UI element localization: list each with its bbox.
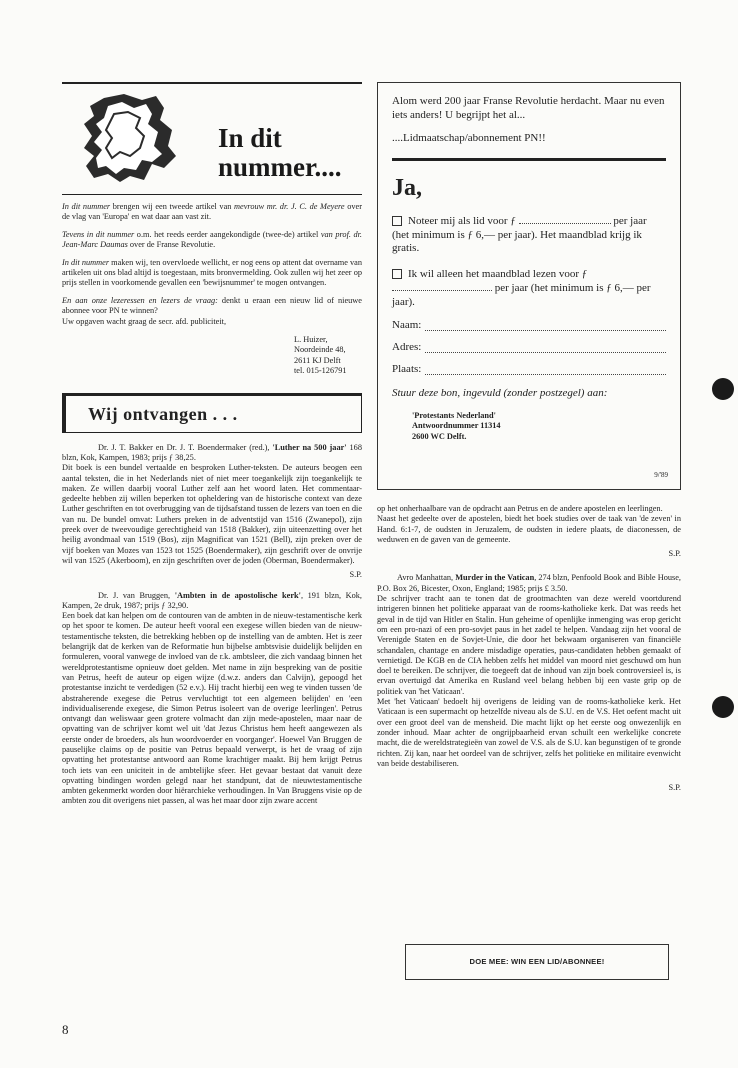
coupon-date-code: 9/'89: [654, 471, 668, 479]
magazine-amount-field[interactable]: [392, 281, 492, 291]
place-field-row: [392, 363, 666, 375]
coupon-option-magazine: [392, 268, 666, 310]
review-header: [62, 443, 362, 464]
coupon-rule: [392, 158, 666, 161]
review-signature: S.P.: [668, 783, 681, 793]
page-number: 8: [62, 1022, 69, 1037]
subscription-coupon: [377, 82, 681, 490]
review-header: [377, 573, 681, 594]
page-title: [218, 124, 342, 182]
review-vatican: [377, 573, 681, 793]
review-signature: S.P.: [668, 549, 681, 559]
option-member-label: Noteer mij als lid voor ƒ: [408, 215, 516, 227]
review-body: op het onherhaalbare van de opdracht aan Petrus en de andere apostelen en leerlingen.: [377, 504, 663, 513]
option-magazine-label: Ik wil alleen het maandblad lezen voor: [408, 267, 580, 280]
title-line-1: In dit: [218, 123, 282, 153]
address-line: Noordeinde 48,: [294, 345, 346, 355]
top-rule: [62, 82, 362, 84]
header-rule: [62, 194, 362, 195]
review-body: Met 'het Vaticaan' bedoelt hij overigens de leiding van de rooms-katholieke kerk. Het Vaticaan is een supermacht op hetzelfde niveau als de S.U. en de V.S. Het oefent macht uit over een groot deel van de mensheid. Die macht lijkt op het eerste oog onwezenlijk en zonder inhoud. Maar achter de ongrijpbaarheid ervan schuilt een werkelijke concrete macht, die de wereldstrategieën van zowel de V.S. als de S.U. kan begunstigen of te gronde richten. Zij kan, naar het oordeel van de schrijver, zelfs het politieke en militaire evenwicht van beide destabiliseren.: [377, 697, 681, 768]
received-title-box: [62, 393, 362, 433]
intro-p1-lead: In dit nummer: [62, 202, 111, 211]
option-magazine-text: per jaar (het minimum is ƒ 6,— per jaar).: [392, 282, 651, 308]
address-field-row: [392, 341, 666, 353]
section-header: [62, 90, 362, 190]
review-luther: [62, 443, 362, 581]
review-book-info: 168 blzn, Kok, Kampen, 1983; prijs ƒ 38,25.: [62, 442, 362, 462]
intro-p2-author: van prof. dr. Jean-Marc Daumas: [62, 229, 363, 250]
intro-p4-text-b: Uw opgaven wacht graag de secr. afd. publiciteit,: [62, 316, 227, 326]
address-line: L. Huizer,: [294, 335, 328, 345]
review-authors: Avro Manhattan,: [397, 573, 456, 583]
name-field[interactable]: [425, 320, 666, 331]
address-label: Adres:: [392, 341, 422, 353]
review-authors: Dr. J. van Bruggen,: [98, 590, 175, 600]
coupon-send-instruction: Stuur deze bon, ingevuld (zonder postzegel) aan:: [392, 387, 608, 399]
intro-p2-lead: Tevens in dit nummer: [62, 229, 135, 239]
review-ambten: [62, 591, 362, 807]
coupon-reply-address: [412, 411, 666, 442]
left-column: [62, 82, 362, 807]
review-body: Naast het gedeelte over de apostelen, biedt het boek studies over de taak van 'de zeven' in Hand. 6:1-7, de oudsten in Jeruzalem, de oudsten in iedere plaats, de diaconessen, de weduwen en de gaven van de gemeente.: [377, 514, 681, 544]
option-member-text: per jaar (het minimum is ƒ 6,— per jaar). Het maandblad krijg ik gratis.: [392, 215, 647, 254]
place-field[interactable]: [425, 364, 666, 375]
review-body: Dit boek is een bundel vertaalde en besproken Luther-teksten. De auteurs beogen een aantal teksten, die in het Nederlands niet of niet meer toegankelijk zijn toegankelijk te maken. Ze willen daarbij vooral Luther zelf aan het woord laten. Het commentaar-gedeelte hebben zij willen beperken tot opheldering van de historische context van deze Luther geschriften en tot overbrugging van de tijdsafstand tussen de lezers van toen en die van nu. De bundel omvat: Luthers preken in de adventstijd van 1516 (Zwanepol), zijn preek over de tweevoudige gerechtigheid van 1518 (Bakker), zijn uiteenzetting over het heilig avondmaal van 1519 (Bos), zijn Magnificat van 1521 (Bell), zijn preken over de vijf boeken van Mozes van 1523 tot 1525 (Boendermaker), zijn geschrift over de onvrije wil van 1525 (Akerboom), en zijn geschriften over de joden (Oberman, Boendermaker).: [62, 463, 362, 565]
review-book-info: , 274 blzn, Penfoold Book and Bible House, P.O. Box 26, Bicester, Oxon, England; 1985; prijs £ 3.50.: [377, 573, 681, 593]
review-book-info: , 191 blzn, Kok, Kampen, 2e druk, 1987; prijs ƒ 32,90.: [62, 590, 363, 610]
address-line: tel. 015-126791: [294, 366, 347, 376]
magazine-checkbox[interactable]: [392, 269, 402, 279]
intro-p1-text-b: over de vlag van 'Europa' en wat daar aan vast zit.: [62, 202, 362, 222]
intro-p1-author: mevrouw mr. dr. J. C. de Meyere: [234, 202, 345, 211]
review-signature: S.P.: [349, 570, 362, 580]
member-checkbox[interactable]: [392, 216, 402, 226]
reply-address-line: Antwoordnummer 11314: [412, 421, 501, 431]
coupon-membership-line: ....Lidmaatschap/abonnement PN!!: [392, 132, 546, 144]
review-authors: Dr. J. T. Bakker en Dr. J. T. Boendermaker (red.),: [98, 442, 273, 452]
title-line-2: nummer....: [218, 152, 342, 182]
coupon-ja: Ja,: [392, 175, 422, 201]
address-line: 2611 KJ Delft: [294, 355, 341, 365]
review-book-title: 'Luther na 500 jaar': [272, 442, 347, 452]
coupon-option-member: [392, 214, 666, 256]
name-field-row: [392, 319, 666, 331]
intro-paragraph-4: [62, 296, 362, 327]
place-label: Plaats:: [392, 363, 422, 375]
reply-address-line: 'Protestants Nederland': [412, 411, 496, 420]
intro-p2-text-a: o.m. het reeds eerder aangekondigde (twee-de) artikel: [134, 229, 321, 239]
review-header: [62, 591, 362, 612]
recruit-banner: DOE MEE: WIN EEN LID/ABONNEE!: [405, 944, 669, 980]
intro-p4-text-a: denkt u eraan een nieuw lid of nieuwe abonnee voor PN te winnen?: [62, 295, 362, 316]
binder-hole-icon: [712, 696, 734, 718]
name-label: Naam:: [392, 319, 422, 331]
review-book-title: Murder in the Vatican: [455, 573, 535, 583]
reply-address-line: 2600 WC Delft.: [412, 431, 467, 441]
member-amount-field[interactable]: [519, 214, 611, 224]
intro-paragraph-2: [62, 230, 362, 251]
review-ambten-continued: [377, 504, 681, 559]
netherlands-map-icon: [64, 90, 194, 186]
review-book-title: 'Ambten in de apostolische kerk': [174, 590, 301, 600]
currency-sign: ƒ: [581, 267, 588, 280]
intro-paragraph-3: [62, 258, 362, 289]
intro-p4-lead: En aan onze lezeressen en lezers de vraag:: [62, 295, 218, 305]
address-field[interactable]: [425, 342, 666, 353]
right-column: [377, 82, 681, 793]
review-body: De schrijver tracht aan te tonen dat de grootmachten van deze wereld voortdurend intrigeren binnen het politieke apparaat van de rooms-katholieke kerk. Dat was reeds het geval in de tijd van Hitler en Stalin. Hun geheime of openlijke inmenging was erop gericht om een pro-nazi of een pro-sovjet paus in het zadel te helpen. Vandaag zijn het vooral de Verenigde Staten en de Sovjet-Unie, die door het bekwaam organiseren van financiële schandalen, chantage en andere misdadige operaties, paus-candidaten hebben gemaakt of vernietigd. De KGB en de CIA hebben zelfs het middel van moord niet geschuwd om hun doel te bereiken. De schrijver, die toegeeft dat de inhoud van zijn boek controversieel is, is ervan overtuigd dat Amerika en Rusland veel belang hebben bij een vaste grip op de politiek van 'het Vaticaan'.: [377, 594, 681, 696]
intro-p3-text: maken wij, ten overvloede wellicht, er nog eens op attent dat overname van artikelen uit ons blad altijd is toegestaan, mits bronvermelding. Ook zullen wij het zeer op prijs stellen in voorkomende gevallen een 'bewijsnummer' te mogen ontvangen.: [62, 257, 362, 288]
intro-p2-text-b: over de Franse Revolutie.: [127, 240, 216, 250]
contact-address: [294, 335, 362, 377]
received-title: Wij ontvangen . . .: [88, 403, 238, 424]
coupon-intro: Alom werd 200 jaar Franse Revolutie herdacht. Maar nu even iets anders! U begrijpt het al...: [392, 95, 665, 121]
intro-paragraph-1: [62, 202, 362, 223]
binder-hole-icon: [712, 378, 734, 400]
intro-p3-lead: In dit nummer: [62, 257, 110, 267]
review-body: Een boek dat kan helpen om de contouren van de ambten in de nieuw-testamentische kerk op het spoor te komen. De auteur heeft vooral een exegese willen bieden van de nieuw-testamentische teksten, die betrekking hebben op de instelling van de ambten. Het is zeer belangrijk dat de kerken van de Reformatie hun bijbelse ambtsvisie duidelijk belijden en formuleren, vooral vanwege de invloed van de r.k. ambtsleer, die zich vandaag binnen het wereldprotestantisme opnieuw doet gelden. Met name in zijn bespreking van de positie van Petrus, heeft de auteur op eigen wijze (d.w.z. anders dan Calvijn), gepoogd het protestantse inzicht te verdedigen (52 e.v.). Hij tracht hierbij een weg te vinden tussen 'de abstraherende exegese die Petrus vervluchtigt tot een algemeen belijden' en 'een individualiserende exegese, die Simon Petrus isoleert van de overige leerlingen'. Petrus ontvangt dan weliswaar geen grotere volmacht dan zijn mede-apostelen, maar naar de opvatting van de schrijver komt wel uit 'dat Jezus Christus hem heeft aangewezen als eerste onder de broeders, als hun woordvoerder en voorganger'. Hoewel Van Bruggen de pauselijke claims op de positie van Petrus bepaald verwerpt, is het de vraag of zijn opvatting het protestantse antwoord aan Rome krachtiger maakt. Bij hem krijgt Petrus toch iets van een uniciteit in de ambtelijke sfeer. Het gevaar bestaat dat vanuit deze opvatting bindingen worden gelegd naar het standpunt, dat de nieuwtestamentische ambten gekenmerkt worden door hiërarchieke verhoudingen. In Van Bruggens visie op de ambten zou dit overigens niet passen, al was het maar door zijn zware accent: [62, 611, 362, 806]
intro-p1-text-a: brengen wij een tweede artikel van: [110, 202, 235, 211]
